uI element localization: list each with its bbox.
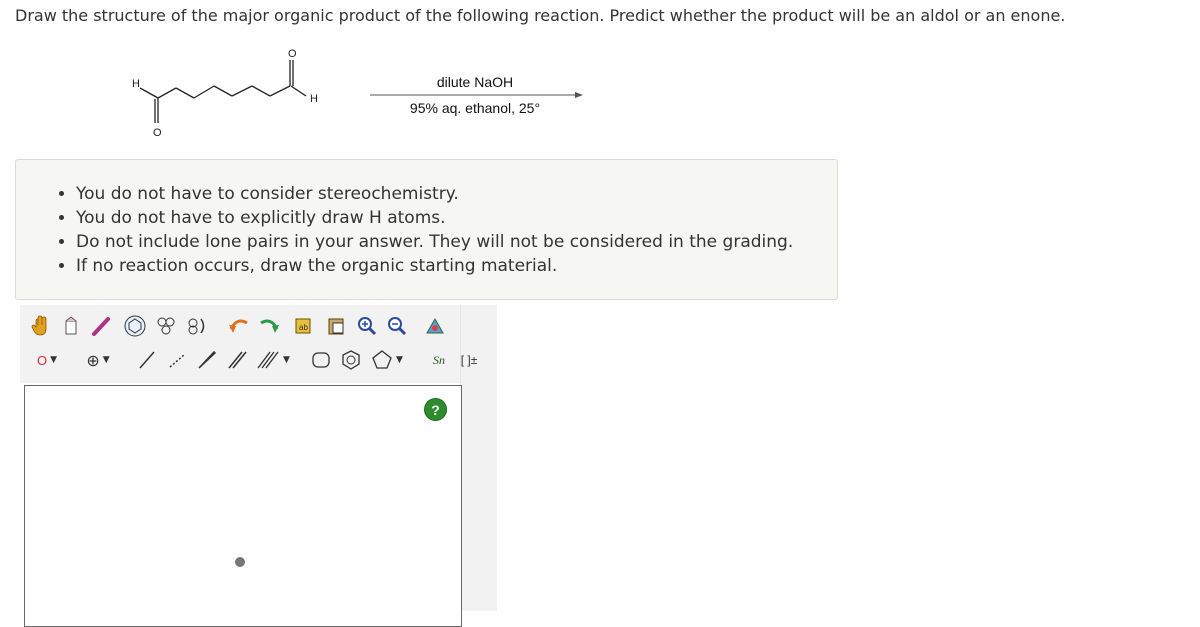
single-bond-icon[interactable]	[134, 347, 160, 373]
instruction-item: • You do not have to consider stereochemistry.	[76, 182, 837, 206]
editor-toolbar-main	[24, 311, 494, 341]
svg-text:ab: ab	[299, 323, 308, 332]
redo-icon[interactable]	[256, 313, 282, 339]
instruction-item: • If no reaction occurs, draw the organic starting material.	[76, 254, 837, 278]
drawing-canvas[interactable]	[24, 385, 462, 627]
bracket-label: [ ]±	[460, 353, 478, 367]
atom-label-h-right: H	[310, 93, 318, 105]
instruction-item: • Do not include lone pairs in your answer. They will not be considered in the grading.	[76, 230, 837, 254]
pencil-icon[interactable]	[88, 313, 114, 339]
zoom-in-icon[interactable]	[354, 313, 380, 339]
chevron-down-icon: ▼	[396, 355, 403, 365]
help-button[interactable]: ?	[424, 398, 447, 421]
eraser-icon[interactable]	[58, 313, 84, 339]
chevron-down-icon: ▼	[50, 355, 58, 365]
bracket-button[interactable]	[454, 347, 484, 373]
element-selector-label: O	[36, 352, 48, 368]
charge-selector[interactable]	[78, 347, 118, 373]
element-selector[interactable]	[28, 347, 66, 373]
copy-icon[interactable]	[292, 313, 318, 339]
sgroup-button[interactable]	[422, 347, 456, 373]
wedge-bond-icon[interactable]	[194, 347, 220, 373]
color-icon[interactable]	[422, 313, 448, 339]
double-bond-icon[interactable]	[224, 347, 250, 373]
question-prompt: Draw the structure of the major organic product of the following reaction. Predict whether the product will be an aldol or an enone.	[15, 6, 1066, 25]
canvas-marker-dot	[235, 557, 245, 567]
undo-icon[interactable]	[226, 313, 252, 339]
reaction-arrow	[370, 90, 585, 100]
group-icon[interactable]	[184, 313, 210, 339]
triple-bond-icon[interactable]	[254, 347, 292, 373]
sgroup-label: Sn	[433, 352, 445, 367]
hand-tool-icon[interactable]	[28, 313, 54, 339]
reagent-top: dilute NaOH	[436, 74, 514, 90]
instruction-item: • You do not have to explicitly draw H atoms.	[76, 206, 837, 230]
hashed-bond-icon[interactable]	[164, 347, 190, 373]
reagent-bottom: 95% aq. ethanol, 25°	[409, 100, 541, 116]
starting-material-structure	[118, 40, 318, 140]
instructions-box	[15, 159, 838, 300]
atom-label-h-left: H	[132, 78, 140, 90]
charge-selector-label: ⊕	[86, 350, 100, 370]
atom-label-o-top: O	[288, 48, 297, 60]
template-icon[interactable]	[122, 313, 148, 339]
chevron-down-icon: ▼	[283, 355, 290, 365]
paste-icon[interactable]	[324, 313, 350, 339]
ring-benzene-icon[interactable]	[338, 347, 364, 373]
chevron-down-icon: ▼	[102, 355, 110, 365]
ring-cyclopentane-icon[interactable]	[368, 347, 406, 373]
editor-toolbar-drawing	[24, 345, 494, 375]
cleanup-icon[interactable]	[154, 313, 180, 339]
atom-label-o-bottom: O	[153, 127, 162, 139]
reaction-conditions	[360, 70, 600, 120]
zoom-out-icon[interactable]	[384, 313, 410, 339]
ring-cyclopropane-icon[interactable]	[308, 347, 334, 373]
